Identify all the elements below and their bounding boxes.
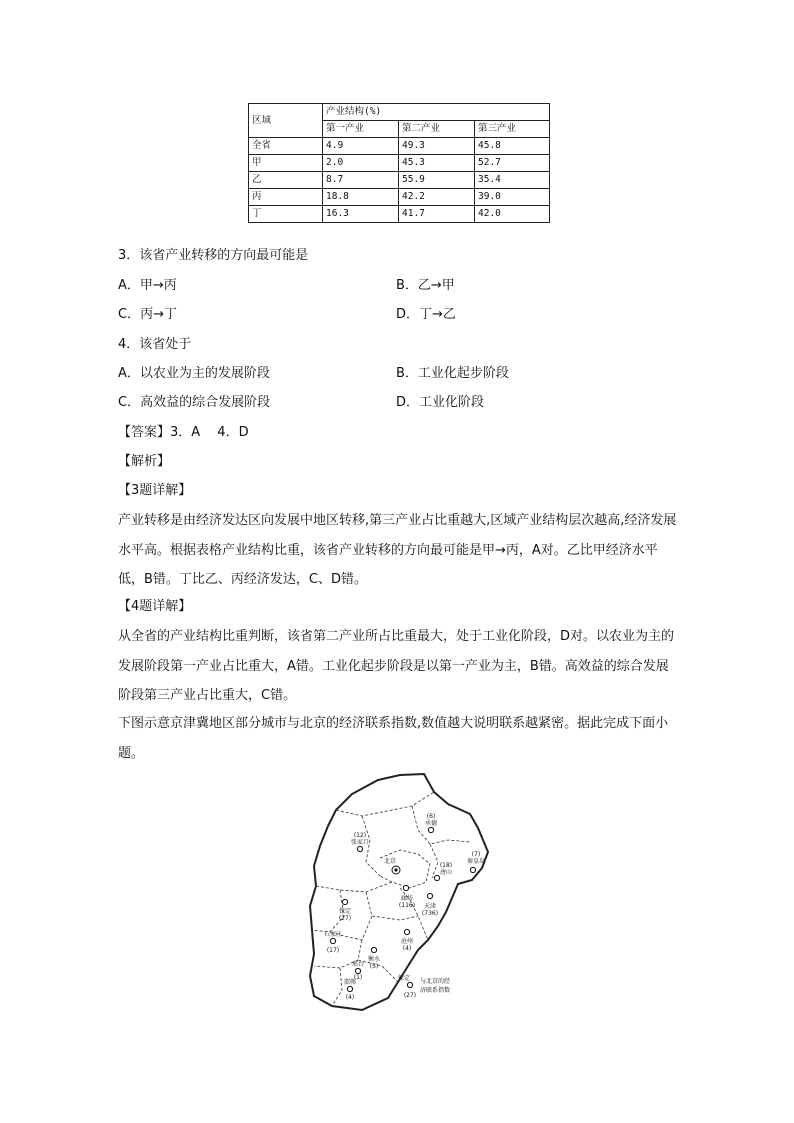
city-index: (4): [345, 994, 355, 1001]
q3-option-a[interactable]: A．甲→丙: [118, 278, 177, 293]
q3-stem: 3．该省产业转移的方向最可能是: [118, 248, 309, 263]
legend-index: (27): [403, 992, 417, 999]
q4-option-a[interactable]: A．以农业为主的发展阶段: [118, 366, 270, 381]
city-label: 天津: [423, 903, 437, 910]
city-index: (18): [439, 862, 453, 869]
city-index: (1): [353, 974, 363, 981]
city-index: (7): [471, 851, 481, 858]
header-structure: 产业结构(%): [323, 104, 550, 121]
cell-tertiary: 39.0: [475, 189, 550, 206]
table-row: [249, 138, 550, 155]
city-label: 承德: [424, 820, 438, 827]
answer-line: 【答案】3．A 4．D: [118, 425, 249, 440]
cell-region: 全省: [249, 138, 323, 155]
legend-text-2: 济联系指数: [420, 987, 451, 994]
city-index: (5): [369, 963, 379, 970]
city-marker: [428, 827, 433, 832]
q4-option-c[interactable]: C．高效益的综合发展阶段: [118, 395, 271, 410]
cell-region: 乙: [249, 172, 323, 189]
cell-secondary: 49.3: [399, 138, 475, 155]
cell-primary: 16.3: [323, 206, 399, 223]
city-label: 廊坊: [400, 895, 414, 902]
q3-option-c[interactable]: C．丙→丁: [118, 307, 177, 322]
detail4-title: 【4题详解】: [118, 599, 192, 614]
city-index: (4): [402, 945, 412, 952]
detail3-title: 【3题详解】: [118, 483, 192, 498]
cell-tertiary: 45.8: [475, 138, 550, 155]
cell-secondary: 55.9: [399, 172, 475, 189]
q4-option-d[interactable]: D．工业化阶段: [396, 395, 485, 410]
city-label: 保定: [338, 908, 352, 915]
analysis-title: 【解析】: [118, 454, 171, 469]
cell-region: 丁: [249, 206, 323, 223]
map-intro-text: 下图示意京津冀地区部分城市与北京的经济联系指数,数值越大说明联系越紧密。据此完成下面小题。: [118, 716, 669, 761]
legend-marker: [407, 982, 412, 987]
city-marker: [404, 929, 409, 934]
cell-tertiary: 52.7: [475, 155, 550, 172]
city-label: 秦皇岛: [466, 858, 486, 865]
city-index: (116): [398, 902, 416, 909]
cell-tertiary: 42.0: [475, 206, 550, 223]
table-row: [249, 206, 550, 223]
table-row: [249, 172, 550, 189]
detail3-text: 产业转移是由经济发达区向发展中地区转移,第三产业占比重越大,区域产业结构层次越高,经济发展水平高。根据表格产业结构比重，该省产业转移的方向最可能是甲→丙，A对。乙比甲经济水平低，B错。丁比乙、丙经济发达，C、D错。: [118, 513, 677, 588]
city-label: 唐山: [439, 869, 453, 876]
city-marker: [330, 938, 335, 943]
city-marker: [357, 846, 362, 851]
map-legend: [398, 974, 450, 999]
q3-option-b[interactable]: B．乙→甲: [396, 278, 455, 293]
city-marker: [427, 893, 432, 898]
industry-structure-table: [248, 103, 550, 223]
city-index: (6): [426, 813, 436, 820]
city-marker: [470, 867, 475, 872]
legend-text-1: 与北京的经: [420, 978, 451, 985]
city-index: (12): [353, 832, 367, 839]
cell-primary: 4.9: [323, 138, 399, 155]
city-label: 沧州: [400, 938, 414, 945]
city-label: 邢台: [351, 961, 365, 968]
table-row: [249, 155, 550, 172]
cell-primary: 2.0: [323, 155, 399, 172]
city-label: 北京: [383, 858, 397, 865]
cell-region: 甲: [249, 155, 323, 172]
city-label: 张家口: [350, 839, 370, 846]
city-marker: [371, 947, 376, 952]
city-label: 衡水: [367, 956, 381, 963]
city-label: 石家庄: [323, 931, 343, 938]
header-secondary: 第二产业: [399, 121, 475, 138]
header-tertiary: 第三产业: [475, 121, 550, 138]
table-header-row: [249, 104, 550, 121]
city-marker: [342, 899, 347, 904]
city-index: (27): [338, 915, 352, 922]
cell-secondary: 42.2: [399, 189, 475, 206]
q4-stem: 4．该省处于: [118, 337, 192, 352]
cell-secondary: 41.7: [399, 206, 475, 223]
city-index: (736): [421, 910, 439, 917]
detail4-text: 从全省的产业结构比重判断，该省第二产业所占比重最大，处于工业化阶段，D对。以农业为主的发展阶段第一产业占比重大，A错。工业化起步阶段是以第一产业为主，B错。高效益的综合发展阶段第三产业占比重大，C错。: [118, 629, 675, 704]
city-marker: [355, 968, 360, 973]
city-marker: [403, 885, 408, 890]
map-svg: [300, 770, 490, 1012]
city-marker: [434, 875, 439, 880]
cell-region: 丙: [249, 189, 323, 206]
city-label: 邯郸: [343, 979, 357, 986]
city-index: (17): [326, 947, 340, 954]
city-marker: [347, 986, 352, 991]
q4-option-b[interactable]: B．工业化起步阶段: [396, 366, 509, 381]
cell-secondary: 45.3: [399, 155, 475, 172]
jingjinji-map: [300, 770, 490, 1012]
legend-city: 保定: [397, 975, 411, 982]
table-row: [249, 189, 550, 206]
cell-primary: 8.7: [323, 172, 399, 189]
cell-primary: 18.8: [323, 189, 399, 206]
header-primary: 第一产业: [323, 121, 399, 138]
header-region: 区域: [249, 104, 323, 138]
q3-option-d[interactable]: D．丁→乙: [396, 307, 456, 322]
cell-tertiary: 35.4: [475, 172, 550, 189]
